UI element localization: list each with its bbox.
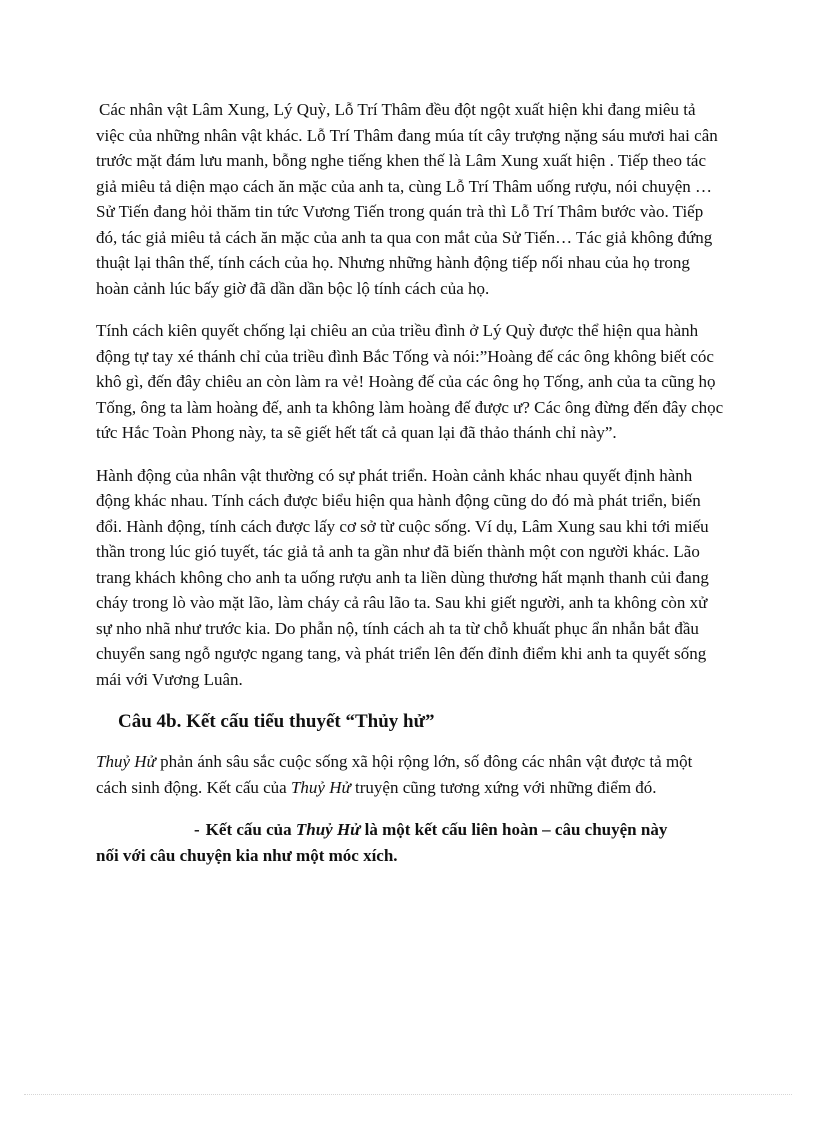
book-title-italic: Thuỷ Hử	[96, 752, 156, 771]
paragraph-ly-quy: Tính cách kiên quyết chống lại chiêu an của triều đình ở Lý Quỳ được thể hiện qua hành động tự tay xé thánh chỉ của triều đình Bắc Tống và nói:”Hoàng đế các ông không biết cóc khô gì, đến đây chiêu an còn làm ra vẻ! Hoàng đế của các ông họ Tống, anh của ta cũng họ Tống, ông ta làm hoàng đế, anh ta không làm hoàng đế được ư? Các ông đừng đến đây chọc tức Hắc Toàn Phong này, ta sẽ giết hết tất cả quan lại đã thảo thánh chỉ này”.	[96, 321, 724, 442]
paragraph-structure-intro	[96, 749, 724, 800]
bullet-book-title: Thuỷ Hử	[295, 820, 361, 839]
bullet-point	[96, 817, 724, 869]
structure-intro-part1: phản ánh sâu sắc cuộc sống xã hội rộng lớn, số đông các nhân vật được tả một cách sinh động. Kết cấu của	[96, 752, 693, 797]
bullet-rest-line2: nối với câu chuyện kia như một móc xích.	[96, 846, 398, 865]
structure-intro-part2: truyện cũng tương xứng với những điểm đó.	[350, 777, 657, 797]
footer-divider	[24, 1094, 792, 1095]
paragraph-character-development: Hành động của nhân vật thường có sự phát triển. Hoàn cảnh khác nhau quyết định hành động khác nhau. Tính cách được biểu hiện qua hành động cũng do đó mà phát triển, biến đổi. Hành động, tính cách được lấy cơ sở từ cuộc sống. Ví dụ, Lâm Xung sau khi tới miếu thần trong lúc gió tuyết, tác giả tả anh ta gần như đã biến thành một con người khác. Lão trang khách không cho anh ta uống rượu anh ta liền dùng thương hất mạnh thanh củi đang cháy trong lò vào mặt lão, làm cháy cả râu lão ta. Sau khi giết người, anh ta không còn xử sự nho nhã như trước kia. Do phẫn nộ, tính cách ah ta từ chỗ khuất phục ẩn nhẫn bắt đầu chuyển sang ngỗ ngược ngang tang, và phát triển lên đến đỉnh điểm khi anh ta quyết sống mái với Vương Luân.	[96, 465, 709, 689]
page-body	[96, 97, 724, 869]
bullet-dash: -	[194, 820, 200, 839]
paragraph-characters-appearance: Các nhân vật Lâm Xung, Lý Quỳ, Lỗ Trí Thâm đều đột ngột xuất hiện khi đang miêu tả việc của những nhân vật khác. Lỗ Trí Thâm đang múa tít cây trượng nặng sáu mươi hai cân trước mặt đám lưu manh, bỗng nghe tiếng khen thế là Lâm Xung xuất hiện . Tiếp theo tác giả miêu tả diện mạo cách ăn mặc của anh ta, cùng Lỗ Trí Thâm uống rượu, nói chuyện … Sử Tiến đang hỏi thăm tin tức Vương Tiến trong quán trà thì Lỗ Trí Thâm bước vào. Tiếp đó, tác giả miêu tả cách ăn mặc của anh ta qua con mắt của Sử Tiến… Tác giả không đứng thuật lại thân thế, tính cách của họ. Nhưng những hành động tiếp nối nhau của họ trong hoàn cảnh lúc bấy giờ đã dần dần bộc lộ tính cách của họ.	[96, 100, 718, 298]
book-title-italic-2: Thuỷ Hử	[290, 777, 351, 797]
section-heading: Câu 4b. Kết cấu tiểu thuyết “Thủy hử”	[118, 711, 435, 732]
bullet-rest-line1: là một kết cấu liên hoàn – câu chuyện này	[360, 820, 668, 839]
bullet-lead: Kết cấu của	[205, 820, 296, 839]
